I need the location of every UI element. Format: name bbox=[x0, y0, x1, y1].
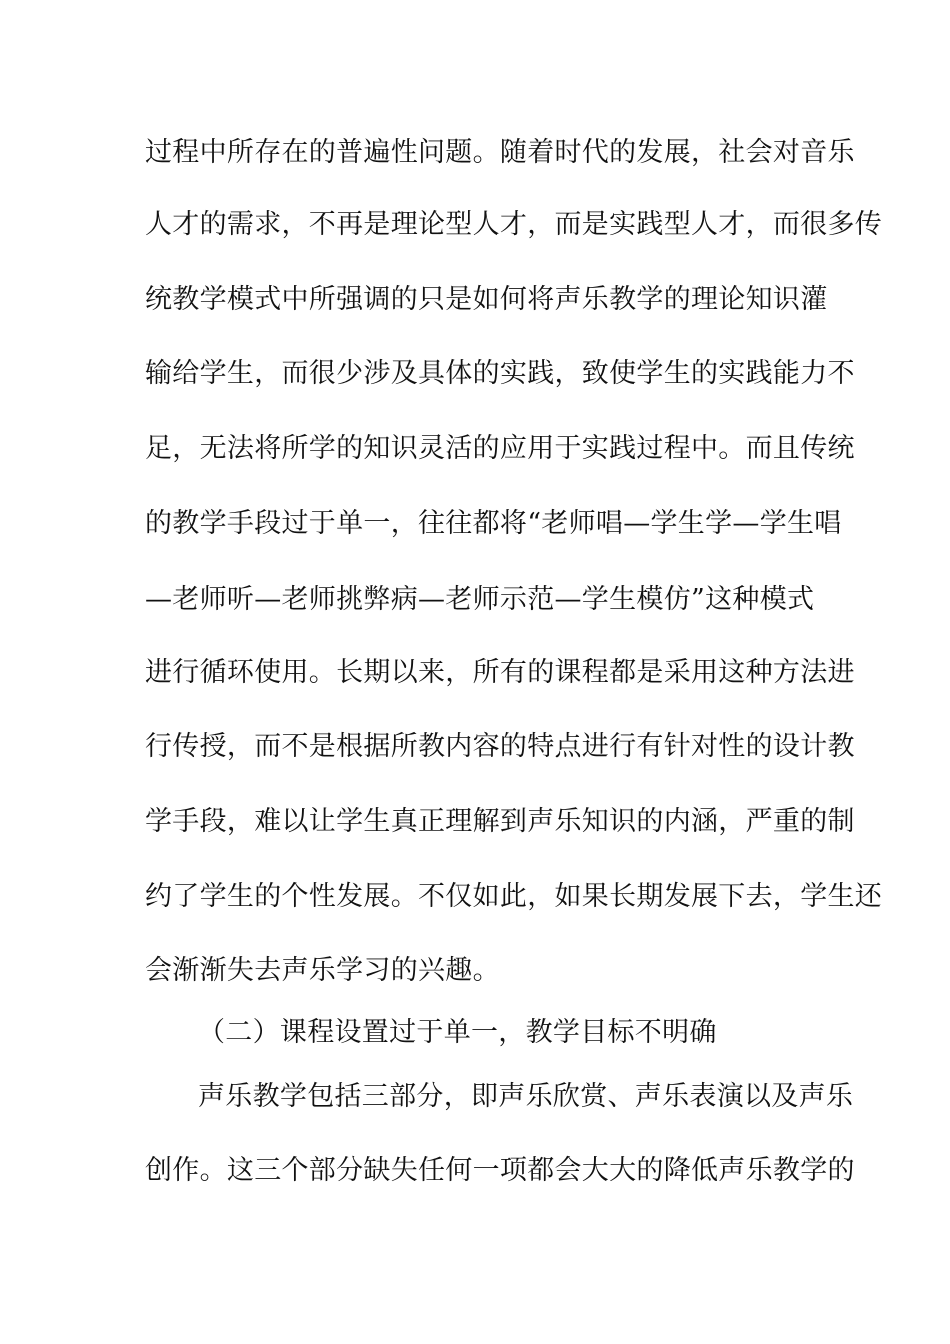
section-heading: （二）课程设置过于单一，教学目标不明确 bbox=[198, 1017, 717, 1048]
body-line: 约了学生的个性发展。不仅如此，如果长期发展下去，学生还 bbox=[145, 881, 883, 912]
body-line: —老师听—老师挑弊病—老师示范—学生模仿”这种模式 bbox=[145, 584, 815, 615]
body-line: 声乐教学包括三部分，即声乐欣赏、声乐表演以及声乐 bbox=[198, 1081, 854, 1112]
body-line: 过程中所存在的普遍性问题。随着时代的发展，社会对音乐 bbox=[145, 137, 855, 168]
body-line: 人才的需求，不再是理论型人才，而是实践型人才，而很多传 bbox=[145, 209, 883, 240]
body-line: 足，无法将所学的知识灵活的应用于实践过程中。而且传统 bbox=[145, 433, 855, 464]
body-line: 创作。这三个部分缺失任何一项都会大大的降低声乐教学的 bbox=[145, 1155, 855, 1186]
body-line: 输给学生，而很少涉及具体的实践，致使学生的实践能力不 bbox=[145, 358, 855, 389]
body-line: 会渐渐失去声乐学习的兴趣。 bbox=[145, 955, 500, 986]
body-line: 行传授，而不是根据所教内容的特点进行有针对性的设计教 bbox=[145, 731, 855, 762]
body-line: 进行循环使用。长期以来，所有的课程都是采用这种方法进 bbox=[145, 657, 855, 688]
body-line: 的教学手段过于单一，往往都将“老师唱—学生学—学生唱 bbox=[145, 508, 842, 539]
body-line: 统教学模式中所强调的只是如何将声乐教学的理论知识灌 bbox=[145, 284, 828, 315]
body-line: 学手段，难以让学生真正理解到声乐知识的内涵，严重的制 bbox=[145, 806, 855, 837]
